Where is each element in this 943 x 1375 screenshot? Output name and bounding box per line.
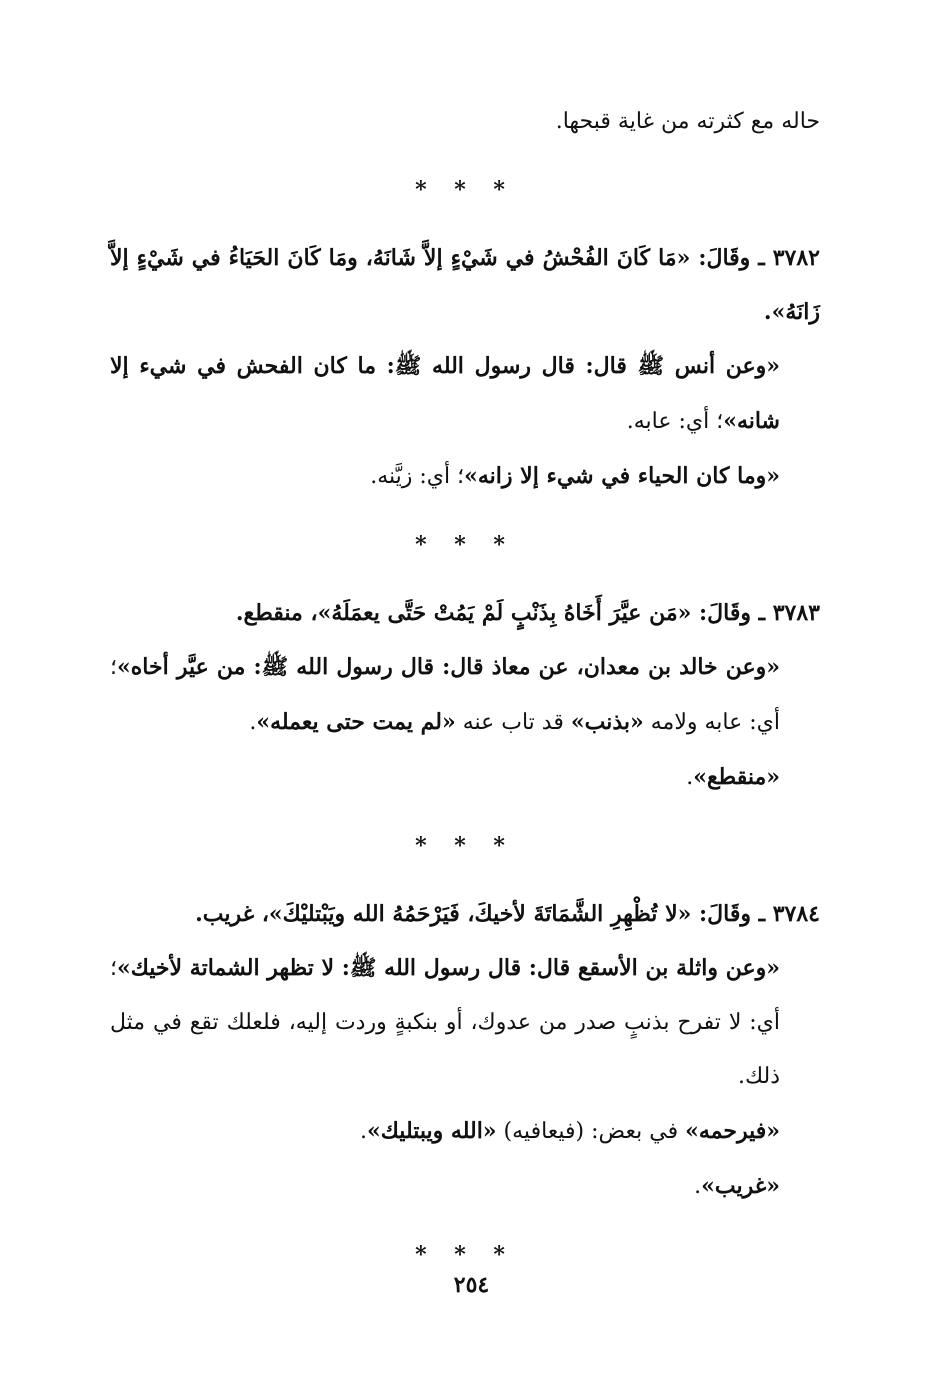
hadith-3784: ٣٧٨٤ ـ وقَالَ: «لا تُظْهِرِ الشَّمَاتَةَ لأخيكَ، فَيَرْحَمُهُ الله ويَبْتليْكَ»، غريب.: [195, 901, 820, 927]
gloss: ؛ أي: عابه.: [626, 409, 724, 434]
gloss: ؛ أي: لا تفرح بذنبٍ صدر من عدوك، أو بنكبةٍ وردت إليه، فلعلك تقع في مثل ذلك.: [110, 956, 780, 1089]
gloss: ؛ أي: زيَّنه.: [370, 464, 465, 489]
quote: «لم يمت حتى يعمله»: [256, 709, 456, 735]
page-number: ٢٥٤: [453, 1272, 490, 1298]
commentary-3784-b: [110, 1104, 820, 1159]
quote: «فيرحمه»: [685, 1118, 780, 1144]
quote: «غريب»: [701, 1173, 780, 1199]
commentary-3783-a: [110, 640, 820, 750]
gloss: ؛ أي: عابه ولامه: [110, 655, 780, 735]
quote: «وما كان الحياء في شيء إلا زانه»: [464, 463, 780, 489]
quote: «وعن واثلة بن الأسقع قال: قال رسول الله ﷺ: لا تظهر الشماتة لأخيك»: [117, 955, 780, 981]
page-body: [110, 95, 820, 1296]
quote: «وعن خالد بن معدان، عن معاذ قال: قال رسول الله ﷺ: من عيَّر أخاه»: [117, 654, 780, 680]
commentary-3783-b: [110, 750, 820, 805]
commentary-3782-a: [110, 339, 820, 449]
commentary-3784-a: [110, 941, 820, 1104]
separator: * * *: [415, 833, 515, 859]
quote: «الله ويبتليك»: [367, 1118, 497, 1144]
quote: «بذنب»: [570, 709, 644, 735]
commentary-3784-c: [110, 1159, 820, 1214]
separator: * * *: [415, 532, 515, 558]
hadith-3782: ٣٧٨٢ ـ وقَالَ: «مَا كَانَ الفُحْشُ في شَيْءٍ إلاَّ شَانَهُ، ومَا كَانَ الحَيَاءُ في شَيْءٍ إلاَّ زَانَهُ».: [110, 245, 820, 325]
punct: .: [249, 710, 257, 735]
gloss: قد تاب عنه: [455, 710, 571, 735]
paragraph-continuation: حاله مع كثرته من غاية قبحها.: [555, 109, 820, 134]
hadith-3783: ٣٧٨٣ ـ وقَالَ: «مَن عيَّرَ أَخَاهُ بِذَنْبٍ لَمْ يَمُتْ حَتَّى يعمَلَهُ»، منقطع.: [235, 600, 820, 626]
punct: .: [360, 1119, 368, 1144]
punct: .: [686, 765, 694, 790]
commentary-3782-b: [110, 449, 820, 504]
separator: * * *: [415, 177, 515, 203]
punct: .: [694, 1174, 702, 1199]
quote: «وعن أنس ﷺ قال: قال رسول الله ﷺ: ما كان الفحش في شيء إلا شانه»: [110, 353, 780, 434]
gloss: في بعض: (فيعافيه): [496, 1119, 686, 1144]
quote: «منقطع»: [693, 764, 780, 790]
separator: * * *: [415, 1242, 515, 1268]
